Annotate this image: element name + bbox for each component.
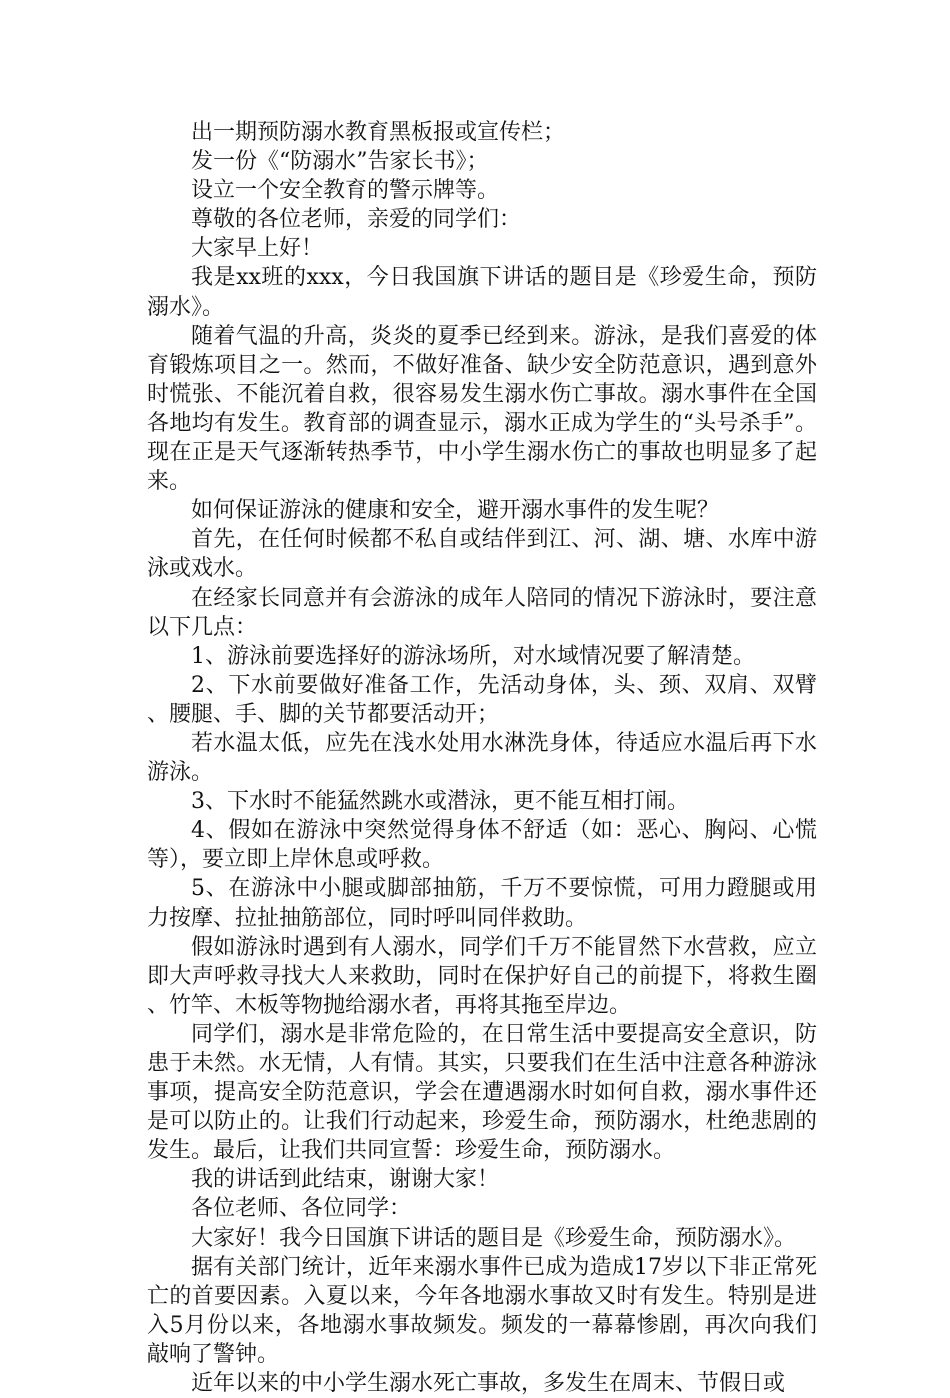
paragraph-conditions: 在经家长同意并有会游泳的成年人陪同的情况下游泳时，要注意以下几点： [147,585,817,640]
paragraph-intro: 我是xx班的xxx，今日我国旗下讲话的题目是《珍爱生命，预防溺水》。 [147,265,817,320]
paragraph-point-1: 1、游泳前要选择好的游泳场所，对水域情况要了解清楚。 [191,643,755,669]
paragraph-parent-letter: 发一份《“防溺水”告家长书》； [191,149,489,175]
paragraph-point-3: 3、下水时不能猛然跳水或潜泳，更不能互相打闹。 [191,789,689,815]
paragraph-greeting-2: 大家好！我今日国旗下讲话的题目是《珍爱生命，预防溺水》。 [191,1225,797,1251]
paragraph-recent-accidents: 近年以来的中小学生溺水死亡事故，多发生在周末、节假日或 [191,1371,786,1397]
paragraph-statistics: 据有关部门统计，近年来溺水事件已成为造成17岁以下非正常死亡的首要因素。入夏以来，今年各地溺水事故又时有发生。特别是进入5月份以来，各地溺水事故频发。频发的一幕幕惨剧，再次向我们敲响了警钟。 [147,1254,817,1367]
paragraph-summer: 随着气温的升高，炎炎的夏季已经到来。游泳，是我们喜爱的体育锻炼项目之一。然而，不做好准备、缺少安全防范意识，遇到意外时慌张、不能沉着自救，很容易发生溺水伤亡事故。溺水事件在全国各地均有发生。教育部的调查显示，溺水正成为学生的“头号杀手”。现在正是天气逐渐转热季节，中小学生溺水伤亡的事故也明显多了起来。 [147,323,817,495]
paragraph-conclusion: 同学们，溺水是非常危险的，在日常生活中要提高安全意识，防患于未然。水无情，人有情。其实，只要我们在生活中注意各种游泳事项，提高安全防范意识，学会在遭遇溺水时如何自救，溺水事件还是可以防止的。让我们行动起来，珍爱生命，预防溺水，杜绝悲剧的发生。最后，让我们共同宣誓：珍爱生命，预防溺水。 [147,1021,817,1164]
paragraph-first-rule: 首先，在任何时候都不私自或结伴到江、河、湖、塘、水库中游泳或戏水。 [147,527,817,582]
paragraph-point-4: 4、假如在游泳中突然觉得身体不舒适（如：恶心、胸闷、心慌等），要立即上岸休息或呼救。 [147,818,817,873]
paragraph-salutation-2: 各位老师、各位同学： [191,1196,412,1222]
paragraph-question: 如何保证游泳的健康和安全，避开溺水事件的发生呢？ [191,498,720,524]
paragraph-point-2: 2、下水前要做好准备工作，先活动身体，头、颈、双肩、双臂、腰腿、手、脚的关节都要活动开； [147,672,817,727]
paragraph-blackboard: 出一期预防溺水教育黑板报或宣传栏； [191,120,566,145]
document-body [147,118,817,1398]
paragraph-greeting: 大家早上好！ [191,236,324,262]
paragraph-point-5: 5、在游泳中小腿或脚部抽筋，千万不要惊慌，可用力蹬腿或用力按摩、拉扯抽筋部位，同时呼叫同伴救助。 [147,876,817,931]
paragraph-warning-sign: 设立一个安全教育的警示牌等。 [191,178,500,204]
paragraph-water-temp: 若水温太低，应先在浅水处用水淋洗身体，待适应水温后再下水游泳。 [147,730,817,786]
paragraph-closing: 我的讲话到此结束，谢谢大家！ [191,1167,500,1193]
paragraph-salutation: 尊敬的各位老师，亲爱的同学们： [191,207,522,233]
paragraph-rescue: 假如游泳时遇到有人溺水，同学们千万不能冒然下水营救，应立即大声呼救寻找大人来救助，同时在保护好自己的前提下，将救生圈、竹竿、木板等物抛给溺水者，再将其拖至岸边。 [147,934,817,1018]
